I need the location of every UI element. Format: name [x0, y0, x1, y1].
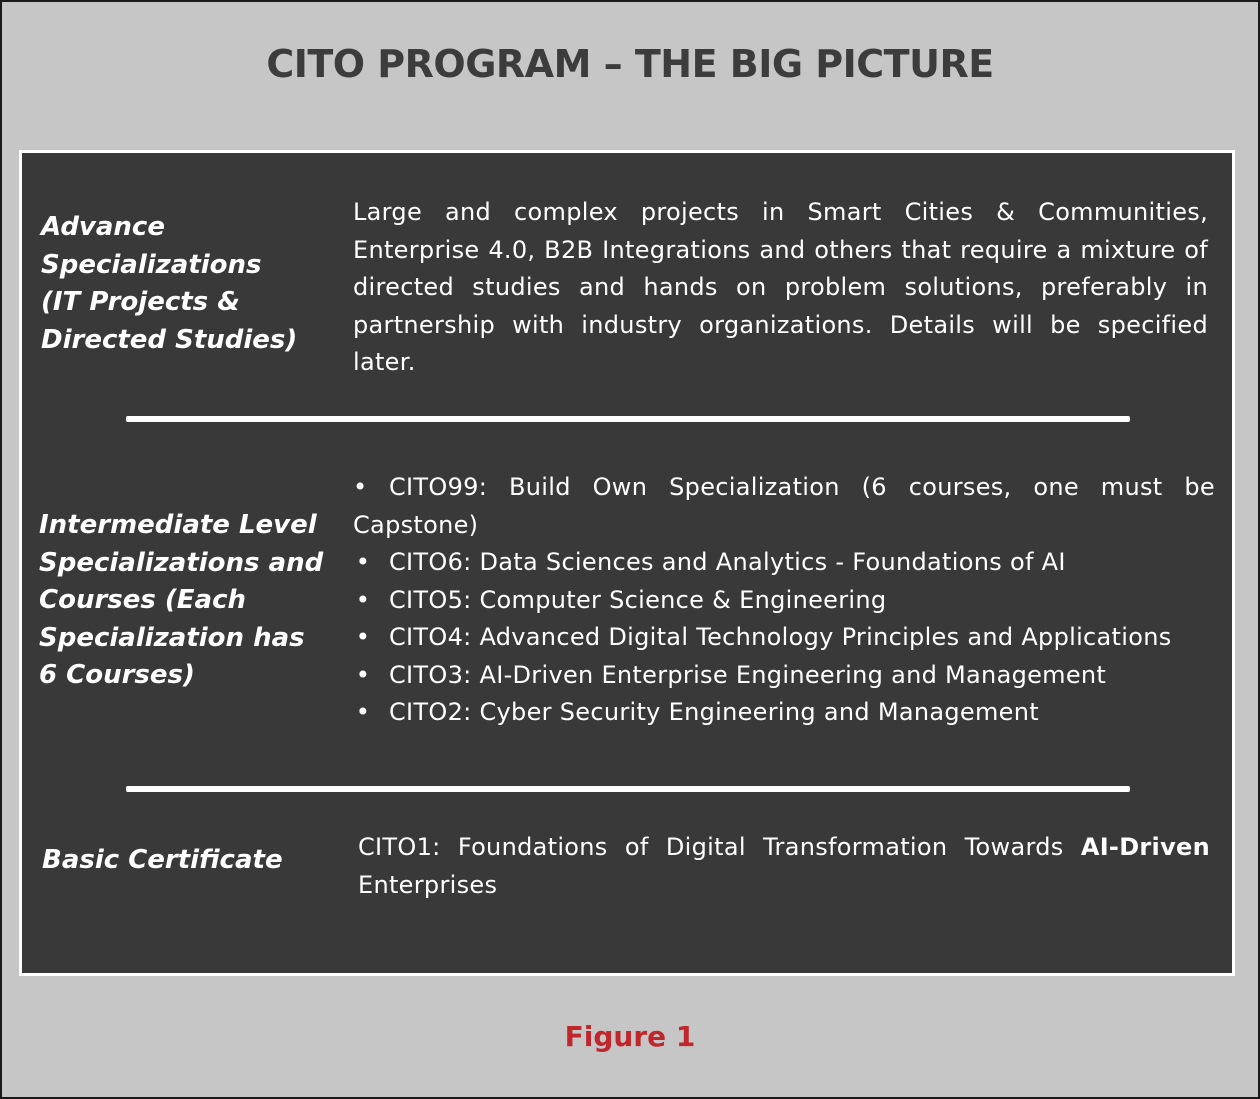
course-item: [353, 469, 1215, 544]
section-divider: [126, 786, 1130, 792]
basic-description-tail: Enterprises: [358, 870, 498, 899]
bullet-icon: •: [355, 623, 371, 651]
intermediate-label-line: 6 Courses): [39, 660, 195, 690]
basic-description: [358, 829, 1210, 904]
course-item-text: CITO4: Advanced Digital Technology Principles and Applications: [389, 623, 1172, 651]
bullet-icon: •: [353, 473, 368, 501]
bullet-icon: •: [355, 585, 371, 614]
basic-description-text: CITO1: Foundations of Digital Transformation Towards: [358, 833, 1081, 861]
advance-label-line: Advance: [41, 212, 165, 242]
course-item: [353, 544, 1215, 582]
advance-description: Large and complex projects in Smart Cities & Communities, Enterprise 4.0, B2B Integrations and others that require a mixture of directed studies and hands on problem solutions, preferably in partnership with industry organizations. Details will be specified later.: [353, 198, 1208, 376]
course-item-text: CITO3: AI-Driven Enterprise Engineering and Management: [389, 660, 1107, 689]
bullet-icon: •: [355, 660, 371, 689]
advance-label-line: Specializations: [41, 249, 262, 280]
program-panel: [19, 150, 1235, 976]
intermediate-label-line: Intermediate Level: [39, 510, 317, 540]
course-item: [353, 657, 1215, 695]
intermediate-label-line: Specialization has: [39, 622, 305, 653]
course-item-text: CITO2: Cyber Security Engineering and Management: [389, 698, 1039, 726]
course-item-text: CITO99: Build Own Specialization (6 courses, one must be Capstone): [353, 473, 1215, 539]
course-item-text: CITO6: Data Sciences and Analytics - Foundations of AI: [389, 548, 1066, 576]
page-title: CITO PROGRAM – THE BIG PICTURE: [266, 42, 994, 86]
course-item: [353, 582, 1215, 620]
course-list: [353, 469, 1215, 732]
intermediate-label-line: Courses (Each: [39, 585, 247, 615]
bullet-icon: •: [355, 548, 371, 576]
intermediate-label: [39, 507, 344, 695]
bullet-icon: •: [355, 698, 371, 726]
course-item-text: CITO5: Computer Science & Engineering: [389, 585, 887, 614]
course-item: [353, 694, 1215, 732]
figure-caption: Figure 1: [564, 1020, 696, 1053]
intermediate-label-line: Specializations and: [39, 547, 324, 578]
advance-label-line: (IT Projects &: [41, 287, 240, 317]
course-item: [353, 619, 1215, 657]
basic-description-emphasis: AI-Driven: [1080, 833, 1210, 861]
basic-label: Basic Certificate: [42, 845, 283, 875]
advance-label: [41, 209, 341, 359]
advance-label-line: Directed Studies): [41, 324, 298, 355]
section-divider: [126, 416, 1130, 422]
